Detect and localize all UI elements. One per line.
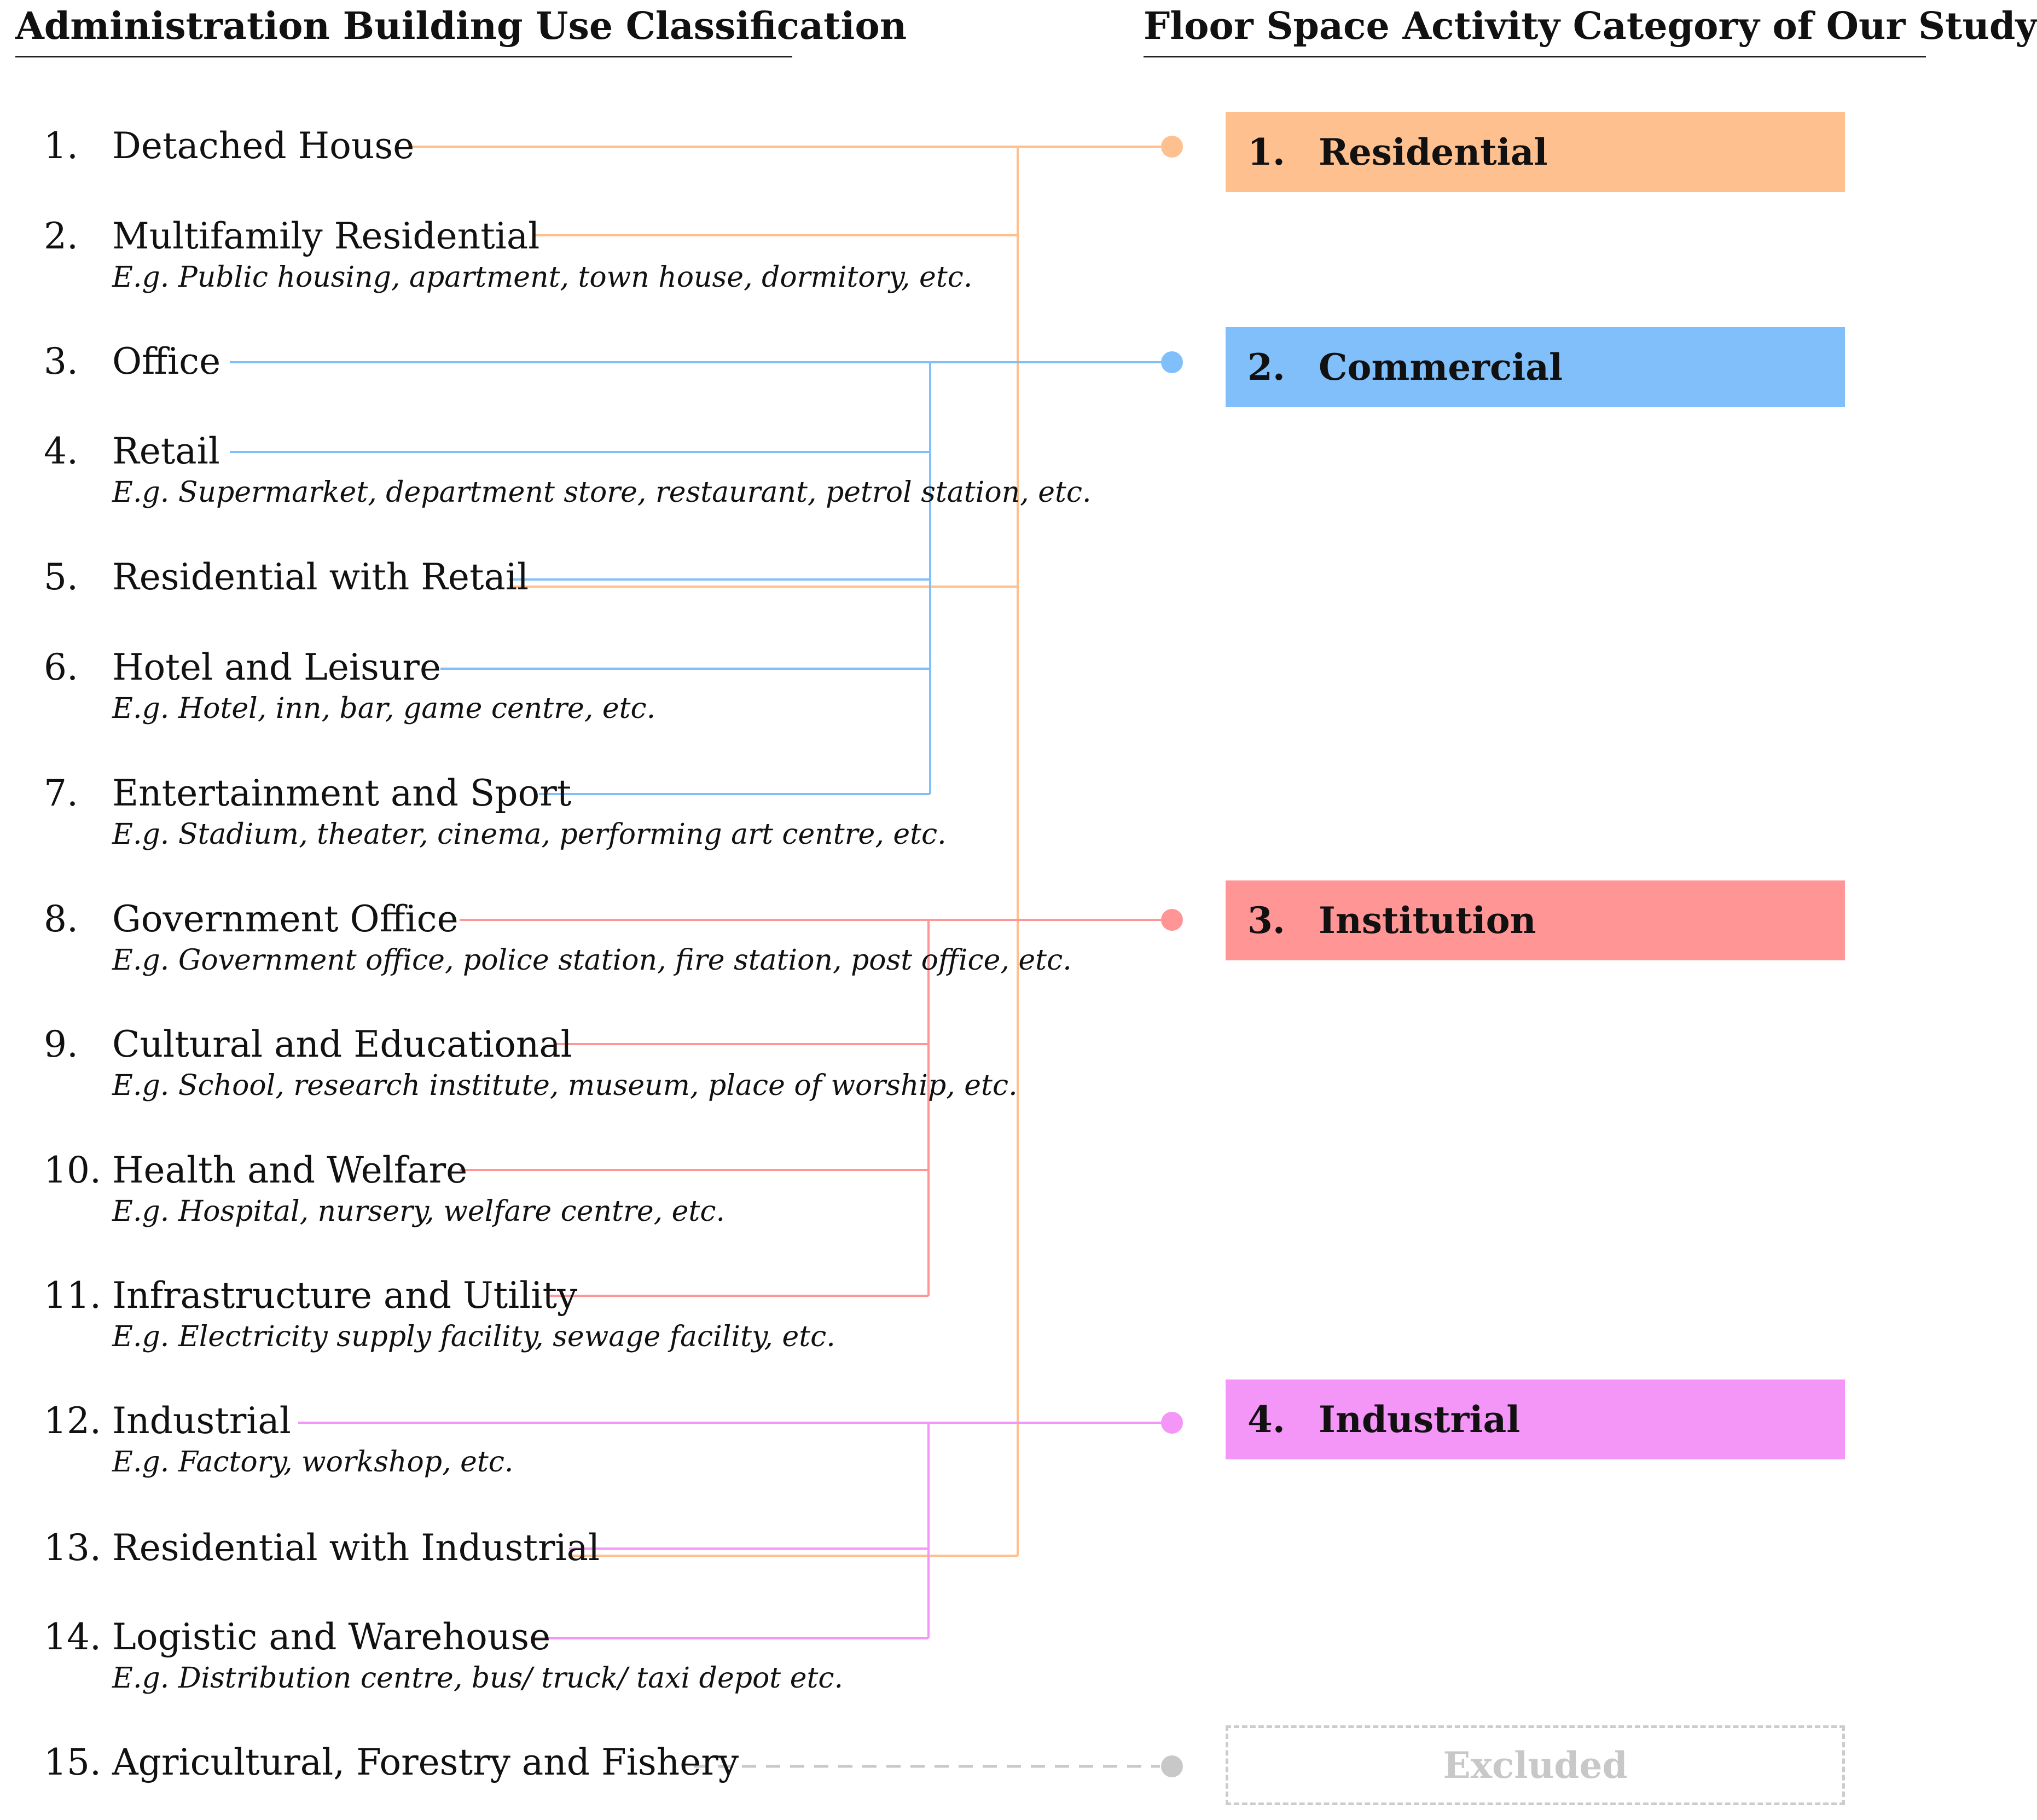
category-box-institution bbox=[1226, 880, 1845, 960]
connector-dot-commercial bbox=[1161, 351, 1183, 373]
use-name: Health and Welfare bbox=[112, 1149, 468, 1191]
use-example: E.g. Electricity supply facility, sewage facility, etc. bbox=[112, 1320, 835, 1353]
category-number: 3. bbox=[1247, 899, 1285, 942]
use-number: 11. bbox=[44, 1274, 101, 1317]
use-number: 4. bbox=[44, 430, 78, 472]
use-name: Cultural and Educational bbox=[112, 1023, 572, 1065]
use-example: E.g. Hospital, nursery, welfare centre, etc. bbox=[112, 1195, 725, 1228]
use-number: 3. bbox=[44, 340, 78, 382]
use-example: E.g. Government office, police station, fire station, post office, etc. bbox=[112, 944, 1072, 977]
category-box-excluded bbox=[1226, 1725, 1845, 1805]
use-name: Residential with Industrial bbox=[112, 1527, 600, 1569]
category-number: 1. bbox=[1247, 131, 1285, 173]
use-number: 5. bbox=[44, 556, 78, 598]
use-name: Entertainment and Sport bbox=[112, 772, 572, 814]
use-example: E.g. Public housing, apartment, town house, dormitory, etc. bbox=[112, 261, 973, 294]
left-heading: Administration Building Use Classification bbox=[15, 4, 792, 57]
category-label: Excluded bbox=[1443, 1744, 1628, 1787]
use-name: Residential with Retail bbox=[112, 556, 529, 598]
category-box-industrial bbox=[1226, 1380, 1845, 1459]
use-name: Retail bbox=[112, 430, 220, 472]
use-name: Office bbox=[112, 340, 221, 382]
use-name: Hotel and Leisure bbox=[112, 646, 442, 688]
use-number: 1. bbox=[44, 125, 78, 167]
category-box-residential bbox=[1226, 112, 1845, 192]
use-number: 6. bbox=[44, 646, 78, 688]
use-example: E.g. Supermarket, department store, restaurant, petrol station, etc. bbox=[112, 476, 1092, 509]
connector-dot-industrial bbox=[1161, 1412, 1183, 1434]
connector-dot-residential bbox=[1161, 136, 1183, 158]
use-name: Government Office bbox=[112, 898, 459, 940]
use-number: 15. bbox=[44, 1741, 101, 1783]
category-number: 4. bbox=[1247, 1398, 1285, 1441]
use-example: E.g. Factory, workshop, etc. bbox=[112, 1446, 514, 1479]
use-name: Logistic and Warehouse bbox=[112, 1616, 551, 1658]
use-number: 9. bbox=[44, 1023, 78, 1065]
use-number: 14. bbox=[44, 1616, 101, 1658]
use-name: Industrial bbox=[112, 1400, 291, 1442]
category-label: Industrial bbox=[1319, 1398, 1521, 1441]
category-box-commercial bbox=[1226, 327, 1845, 407]
category-label: Institution bbox=[1319, 899, 1536, 942]
use-number: 10. bbox=[44, 1149, 101, 1191]
category-number: 2. bbox=[1247, 346, 1285, 389]
use-name: Agricultural, Forestry and Fishery bbox=[112, 1741, 739, 1783]
use-number: 12. bbox=[44, 1400, 101, 1442]
category-label: Residential bbox=[1319, 131, 1548, 173]
use-name: Detached House bbox=[112, 125, 415, 167]
category-label: Commercial bbox=[1319, 346, 1563, 389]
connector-dot-institution bbox=[1161, 909, 1183, 931]
use-example: E.g. School, research institute, museum, place of worship, etc. bbox=[112, 1069, 1018, 1102]
use-example: E.g. Stadium, theater, cinema, performing art centre, etc. bbox=[112, 818, 947, 851]
use-name: Infrastructure and Utility bbox=[112, 1274, 578, 1317]
connector-dot-excluded bbox=[1161, 1755, 1183, 1777]
use-example: E.g. Distribution centre, bus/ truck/ taxi depot etc. bbox=[112, 1662, 844, 1695]
use-number: 8. bbox=[44, 898, 78, 940]
use-number: 7. bbox=[44, 772, 78, 814]
use-example: E.g. Hotel, inn, bar, game centre, etc. bbox=[112, 692, 656, 725]
right-heading: Floor Space Activity Category of Our Study bbox=[1144, 4, 1926, 57]
use-number: 13. bbox=[44, 1527, 101, 1569]
use-name: Multifamily Residential bbox=[112, 215, 540, 257]
use-number: 2. bbox=[44, 215, 78, 257]
